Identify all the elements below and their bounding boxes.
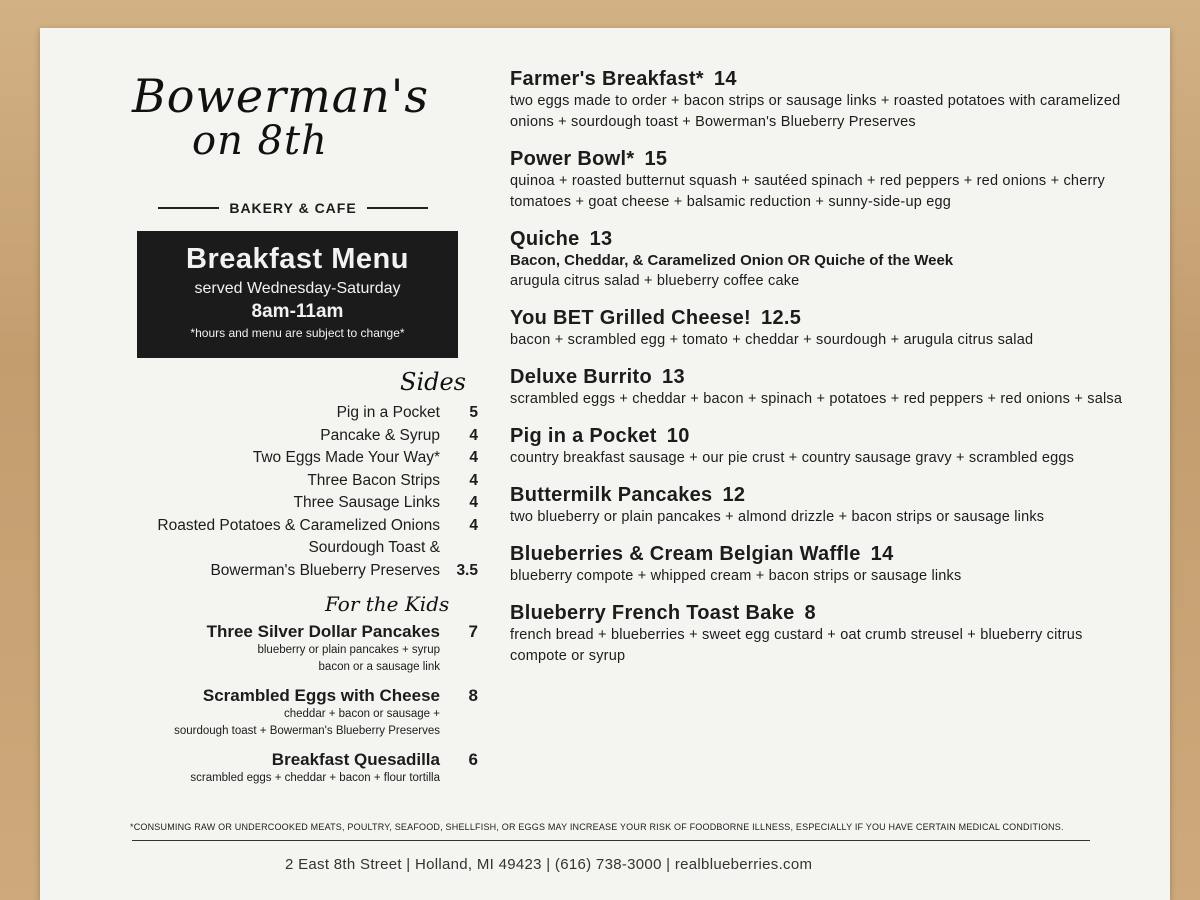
menu-item	[510, 484, 1130, 528]
side-price: 4	[469, 426, 478, 444]
item-price: 15	[644, 148, 668, 170]
item-desc: two eggs made to order + bacon strips or sausage links + roasted potatoes with caramelized onions + sourdough toast + Bowerman's Blueberry Preserves	[510, 93, 1121, 130]
logo-line-2: on 8th	[192, 118, 328, 164]
footer-divider	[132, 840, 1090, 841]
kids-list	[78, 622, 478, 797]
banner-note: *hours and menu are subject to change*	[190, 326, 405, 340]
kid-item	[78, 622, 478, 676]
item-name: Blueberries & Cream Belgian Waffle	[510, 543, 861, 565]
side-price: 4	[469, 471, 478, 489]
kid-desc: cheddar + bacon or sausage +	[283, 708, 440, 720]
item-price: 8	[804, 602, 816, 624]
kid-name: Breakfast Quesadilla	[271, 750, 440, 769]
kid-name: Scrambled Eggs with Cheese	[202, 686, 440, 705]
item-desc: arugula citrus salad + blueberry coffee cake	[510, 273, 800, 289]
kid-price: 8	[468, 686, 478, 705]
side-name: Roasted Potatoes & Caramelized Onions	[157, 516, 440, 534]
kid-desc: bacon or a sausage link	[318, 661, 440, 673]
item-subtitle: Bacon, Cheddar, & Caramelized Onion OR Quiche of the Week	[510, 252, 954, 269]
side-price: 5	[469, 404, 478, 421]
menu-item	[510, 148, 1130, 213]
banner-hours: 8am-11am	[251, 301, 344, 322]
item-name: Power Bowl*	[510, 148, 635, 170]
side-name: Pancake & Syrup	[320, 426, 440, 444]
item-desc: blueberry compote + whipped cream + bacon strips or sausage links	[510, 568, 962, 584]
menu-item	[510, 366, 1130, 410]
item-price: 13	[589, 228, 613, 250]
banner-title: Breakfast Menu	[186, 243, 409, 275]
divider	[367, 207, 428, 209]
side-name: Sourdough Toast &	[308, 539, 440, 556]
menu-sheet	[40, 28, 1170, 900]
menu-item	[510, 307, 1130, 351]
menu-item	[510, 543, 1130, 587]
side-item	[58, 515, 478, 538]
item-price: 14	[870, 543, 894, 565]
kid-price: 6	[468, 750, 478, 769]
logo	[132, 69, 452, 164]
sides-title: Sides	[400, 368, 466, 396]
item-desc: country breakfast sausage + our pie crust + country sausage gravy + scrambled eggs	[510, 450, 1075, 466]
item-name: Deluxe Burrito	[510, 366, 653, 388]
side-item	[58, 425, 478, 448]
item-price: 12	[722, 484, 746, 506]
item-name: Farmer's Breakfast*	[510, 68, 704, 90]
kid-item	[78, 686, 478, 740]
footer-contact: 2 East 8th Street | Holland, MI 49423 | (616) 738-3000 | realblueberries.com	[285, 856, 813, 873]
item-price: 12.5	[761, 307, 802, 329]
side-name: Three Sausage Links	[293, 494, 440, 511]
item-desc: scrambled eggs + cheddar + bacon + spinach + potatoes + red peppers + red onions + salsa	[510, 391, 1123, 407]
main-items	[510, 68, 1130, 682]
item-name: Quiche	[510, 228, 580, 250]
item-name: Blueberry French Toast Bake	[510, 602, 795, 624]
item-name: You BET Grilled Cheese!	[510, 307, 752, 329]
side-price: 4	[469, 516, 478, 534]
side-name: Three Bacon Strips	[307, 471, 440, 489]
sides-list	[58, 402, 478, 582]
side-item	[58, 537, 478, 560]
banner-served: served Wednesday-Saturday	[194, 280, 401, 297]
item-desc: french bread + blueberries + sweet egg custard + oat crumb streusel + blueberry citrus compote or syrup	[510, 627, 1083, 664]
food-safety-disclaimer: *CONSUMING RAW OR UNDERCOOKED MEATS, POULTRY, SEAFOOD, SHELLFISH, OR EGGS MAY INCREASE YOUR RISK OF FOODBORNE ILLNESS, ESPECIALLY IF YOU HAVE CERTAIN MEDICAL CONDITIONS.	[130, 822, 1064, 832]
side-price	[440, 537, 478, 560]
side-item	[58, 470, 478, 493]
side-name: Bowerman's Blueberry Preserves	[210, 561, 440, 579]
item-price: 14	[713, 68, 737, 90]
menu-item	[510, 602, 1130, 667]
side-name: Two Eggs Made Your Way*	[252, 449, 440, 466]
menu-item	[510, 425, 1130, 469]
side-price: 3.5	[456, 561, 478, 579]
side-item	[58, 447, 478, 470]
divider	[158, 207, 219, 209]
item-desc: two blueberry or plain pancakes + almond drizzle + bacon strips or sausage links	[510, 509, 1045, 525]
kids-title: For the Kids	[325, 592, 450, 616]
side-item	[58, 492, 478, 515]
kid-item	[78, 750, 478, 787]
kid-desc: sourdough toast + Bowerman's Blueberry Preserves	[174, 725, 440, 737]
side-name: Pig in a Pocket	[336, 404, 440, 421]
item-name: Pig in a Pocket	[510, 425, 657, 447]
side-item	[58, 560, 478, 583]
menu-item	[510, 228, 1130, 292]
item-desc: bacon + scrambled egg + tomato + cheddar + sourdough + arugula citrus salad	[510, 332, 1034, 348]
breakfast-menu-banner	[137, 231, 458, 358]
kid-name: Three Silver Dollar Pancakes	[206, 622, 440, 641]
kid-price: 7	[468, 622, 478, 641]
item-name: Buttermilk Pancakes	[510, 484, 713, 506]
side-price: 4	[469, 449, 478, 466]
item-price: 13	[662, 366, 685, 388]
kid-desc: scrambled eggs + cheddar + bacon + flour tortilla	[190, 772, 440, 784]
tagline-row	[158, 200, 428, 216]
side-price: 4	[469, 494, 478, 511]
item-desc: quinoa + roasted butternut squash + sautéed spinach + red peppers + red onions + cherry tomatoes + goat cheese + balsamic reduction + sunny-side-up egg	[510, 173, 1105, 210]
item-price: 10	[666, 425, 690, 447]
tagline: BAKERY & CAFE	[229, 200, 357, 216]
side-item	[58, 402, 478, 425]
kid-desc: blueberry or plain pancakes + syrup	[257, 644, 440, 656]
menu-item	[510, 68, 1130, 133]
logo-line-1: Bowerman's	[132, 69, 430, 123]
